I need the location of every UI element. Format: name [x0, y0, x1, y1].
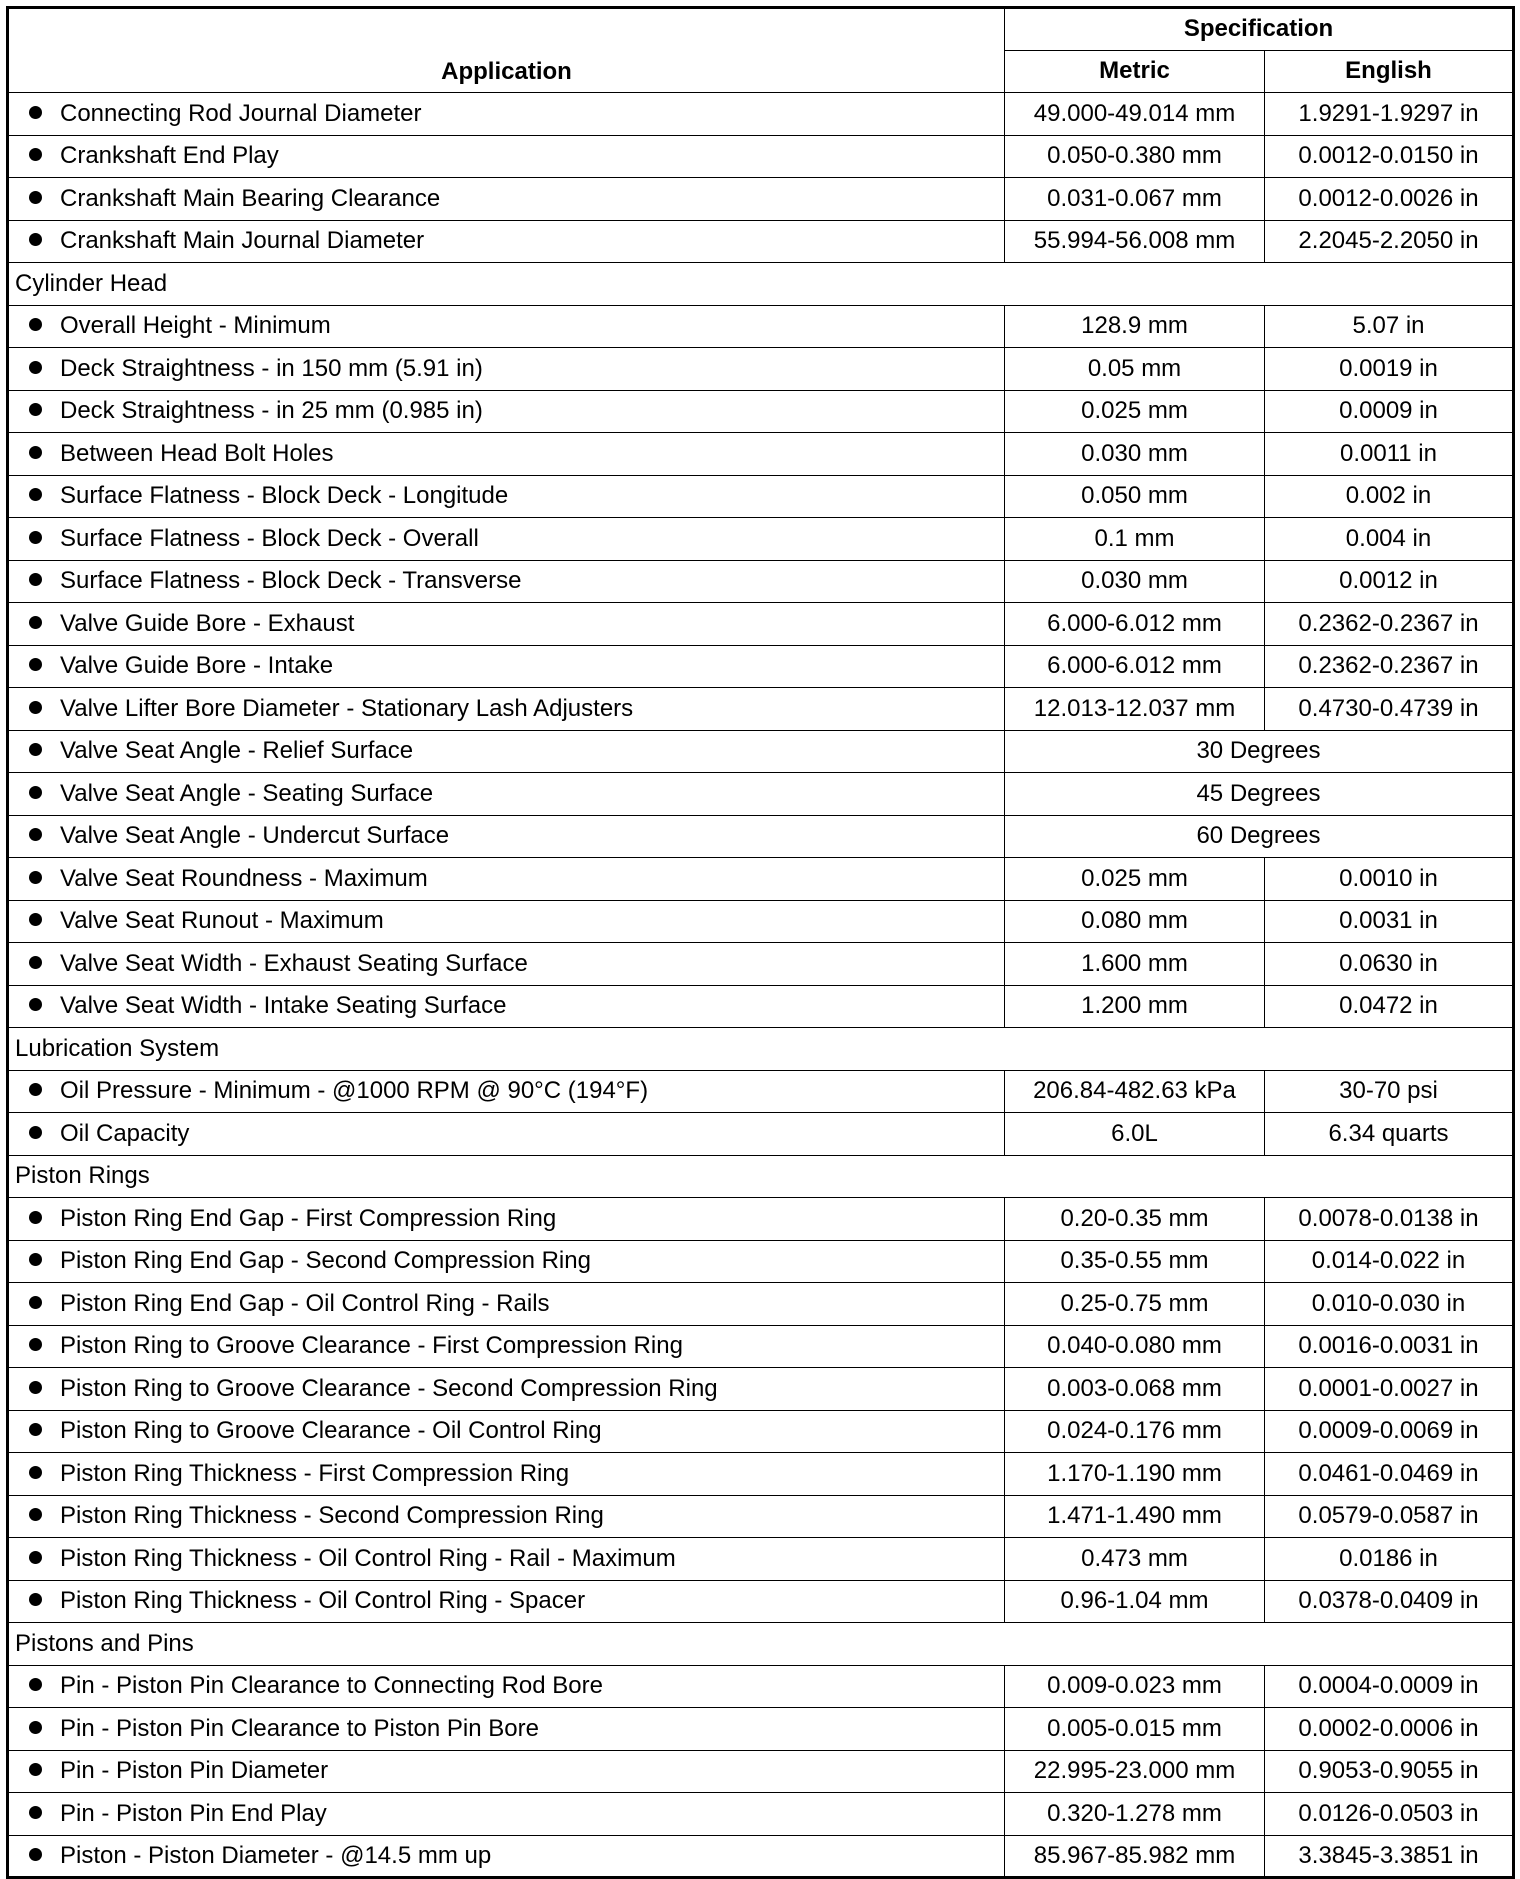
bullet-icon	[29, 786, 42, 799]
metric-value-cell: 0.025 mm	[1005, 858, 1265, 901]
bullet-icon	[29, 956, 42, 969]
bullet-icon	[29, 1551, 42, 1564]
section-row	[8, 1155, 1514, 1198]
metric-value-cell: 0.080 mm	[1005, 900, 1265, 943]
application-cell	[8, 433, 1005, 476]
application-label: Pin - Piston Pin End Play	[60, 1799, 327, 1827]
bullet-icon	[29, 1721, 42, 1734]
section-heading: Lubrication System	[8, 1028, 1514, 1071]
bullet-icon	[29, 828, 42, 841]
metric-value-cell: 0.024-0.176 mm	[1005, 1410, 1265, 1453]
metric-value-cell: 0.003-0.068 mm	[1005, 1368, 1265, 1411]
metric-value-cell: 206.84-482.63 kPa	[1005, 1070, 1265, 1113]
bullet-icon	[29, 871, 42, 884]
bullet-icon	[29, 361, 42, 374]
application-label: Pin - Piston Pin Clearance to Piston Pin Bore	[60, 1714, 539, 1742]
application-label: Piston Ring End Gap - First Compression Ring	[60, 1204, 557, 1232]
application-label: Surface Flatness - Block Deck - Overall	[60, 524, 479, 552]
application-cell	[8, 943, 1005, 986]
english-value-cell: 3.3845-3.3851 in	[1265, 1835, 1514, 1878]
english-value-cell: 0.2362-0.2367 in	[1265, 603, 1514, 646]
table-row	[8, 560, 1514, 603]
metric-value-cell: 55.994-56.008 mm	[1005, 220, 1265, 263]
application-label: Between Head Bolt Holes	[60, 439, 334, 467]
bullet-icon	[29, 488, 42, 501]
application-label: Piston Ring Thickness - Oil Control Ring - Rail - Maximum	[60, 1544, 676, 1572]
application-label: Piston Ring Thickness - First Compression Ring	[60, 1459, 570, 1487]
table-row	[8, 1240, 1514, 1283]
metric-value-cell: 0.25-0.75 mm	[1005, 1283, 1265, 1326]
metric-value-cell: 0.05 mm	[1005, 348, 1265, 391]
metric-value-cell: 1.200 mm	[1005, 985, 1265, 1028]
section-row	[8, 263, 1514, 306]
table-row	[8, 1368, 1514, 1411]
table-row	[8, 1070, 1514, 1113]
bullet-icon	[29, 1466, 42, 1479]
english-value-cell: 1.9291-1.9297 in	[1265, 93, 1514, 136]
application-cell	[8, 135, 1005, 178]
table-row	[8, 220, 1514, 263]
english-value-cell: 0.010-0.030 in	[1265, 1283, 1514, 1326]
application-label: Piston Ring to Groove Clearance - Second Compression Ring	[60, 1374, 718, 1402]
application-cell	[8, 900, 1005, 943]
table-row	[8, 390, 1514, 433]
metric-value-cell: 22.995-23.000 mm	[1005, 1750, 1265, 1793]
table-row	[8, 1113, 1514, 1156]
application-cell	[8, 518, 1005, 561]
application-cell	[8, 1793, 1005, 1836]
application-cell	[8, 1538, 1005, 1581]
application-cell	[8, 1708, 1005, 1751]
application-cell	[8, 475, 1005, 518]
application-label: Piston Ring to Groove Clearance - First Compression Ring	[60, 1332, 683, 1360]
application-label: Surface Flatness - Block Deck - Longitude	[60, 482, 509, 510]
metric-value-cell: 12.013-12.037 mm	[1005, 688, 1265, 731]
combined-value-cell: 45 Degrees	[1005, 773, 1514, 816]
english-value-cell: 0.0461-0.0469 in	[1265, 1453, 1514, 1496]
table-row	[8, 1453, 1514, 1496]
application-cell	[8, 1070, 1005, 1113]
application-label: Deck Straightness - in 150 mm (5.91 in)	[60, 354, 483, 382]
english-value-cell: 0.0012-0.0150 in	[1265, 135, 1514, 178]
application-label: Crankshaft End Play	[60, 142, 279, 170]
table-row	[8, 1580, 1514, 1623]
application-cell	[8, 645, 1005, 688]
application-cell	[8, 1283, 1005, 1326]
section-row	[8, 1623, 1514, 1666]
table-row	[8, 1750, 1514, 1793]
english-value-cell: 0.0579-0.0587 in	[1265, 1495, 1514, 1538]
metric-value-cell: 6.000-6.012 mm	[1005, 603, 1265, 646]
application-label: Piston Ring Thickness - Second Compression Ring	[60, 1502, 604, 1530]
combined-value-cell: 30 Degrees	[1005, 730, 1514, 773]
header-row-top	[8, 8, 1514, 51]
bullet-icon	[29, 658, 42, 671]
application-cell	[8, 1750, 1005, 1793]
bullet-icon	[29, 1083, 42, 1096]
table-row	[8, 645, 1514, 688]
english-value-cell: 0.0012-0.0026 in	[1265, 178, 1514, 221]
bullet-icon	[29, 913, 42, 926]
combined-value-cell: 60 Degrees	[1005, 815, 1514, 858]
metric-value-cell: 1.471-1.490 mm	[1005, 1495, 1265, 1538]
metric-value-cell: 0.025 mm	[1005, 390, 1265, 433]
bullet-icon	[29, 233, 42, 246]
section-heading: Cylinder Head	[8, 263, 1514, 306]
application-cell	[8, 1410, 1005, 1453]
table-row	[8, 1198, 1514, 1241]
bullet-icon	[29, 1508, 42, 1521]
english-value-cell: 0.0011 in	[1265, 433, 1514, 476]
section-heading: Piston Rings	[8, 1155, 1514, 1198]
table-row	[8, 603, 1514, 646]
english-value-cell: 0.004 in	[1265, 518, 1514, 561]
application-label: Valve Seat Angle - Relief Surface	[60, 737, 414, 765]
english-value-cell: 0.9053-0.9055 in	[1265, 1750, 1514, 1793]
bullet-icon	[29, 1126, 42, 1139]
bullet-icon	[29, 743, 42, 756]
table-row	[8, 1835, 1514, 1878]
application-cell	[8, 603, 1005, 646]
application-cell	[8, 688, 1005, 731]
metric-value-cell: 0.96-1.04 mm	[1005, 1580, 1265, 1623]
english-value-cell: 0.0126-0.0503 in	[1265, 1793, 1514, 1836]
english-value-cell: 0.0012 in	[1265, 560, 1514, 603]
english-value-cell: 2.2045-2.2050 in	[1265, 220, 1514, 263]
metric-value-cell: 0.473 mm	[1005, 1538, 1265, 1581]
application-cell	[8, 730, 1005, 773]
metric-value-cell: 0.009-0.023 mm	[1005, 1665, 1265, 1708]
application-cell	[8, 220, 1005, 263]
english-value-cell: 0.2362-0.2367 in	[1265, 645, 1514, 688]
application-label: Oil Pressure - Minimum - @1000 RPM @ 90°C (194°F)	[60, 1077, 649, 1105]
metric-value-cell: 0.35-0.55 mm	[1005, 1240, 1265, 1283]
english-value-cell: 0.0010 in	[1265, 858, 1514, 901]
bullet-icon	[29, 1381, 42, 1394]
table-body	[8, 93, 1514, 1878]
english-value-cell: 0.0078-0.0138 in	[1265, 1198, 1514, 1241]
application-cell	[8, 93, 1005, 136]
application-label: Valve Seat Roundness - Maximum	[60, 864, 428, 892]
bullet-icon	[29, 531, 42, 544]
application-cell	[8, 858, 1005, 901]
english-value-cell: 0.0009 in	[1265, 390, 1514, 433]
application-label: Valve Lifter Bore Diameter - Stationary Lash Adjusters	[60, 694, 634, 722]
application-label: Valve Seat Width - Intake Seating Surface	[60, 992, 507, 1020]
table-row	[8, 900, 1514, 943]
bullet-icon	[29, 446, 42, 459]
bullet-icon	[29, 106, 42, 119]
metric-value-cell: 0.320-1.278 mm	[1005, 1793, 1265, 1836]
application-label: Valve Seat Angle - Undercut Surface	[60, 822, 450, 850]
metric-value-cell: 1.170-1.190 mm	[1005, 1453, 1265, 1496]
application-label: Surface Flatness - Block Deck - Transverse	[60, 567, 522, 595]
english-value-cell: 5.07 in	[1265, 305, 1514, 348]
bullet-icon	[29, 403, 42, 416]
english-value-cell: 0.0001-0.0027 in	[1265, 1368, 1514, 1411]
metric-value-cell: 0.005-0.015 mm	[1005, 1708, 1265, 1751]
table-row	[8, 1793, 1514, 1836]
application-label: Oil Capacity	[60, 1119, 190, 1147]
application-cell	[8, 815, 1005, 858]
bullet-icon	[29, 1423, 42, 1436]
bullet-icon	[29, 998, 42, 1011]
application-cell	[8, 390, 1005, 433]
specification-table	[6, 6, 1515, 1879]
english-value-cell: 0.4730-0.4739 in	[1265, 688, 1514, 731]
application-column-header: Application	[8, 8, 1005, 93]
application-label: Valve Seat Width - Exhaust Seating Surface	[60, 949, 528, 977]
application-label: Pin - Piston Pin Diameter	[60, 1757, 329, 1785]
english-value-cell: 0.0016-0.0031 in	[1265, 1325, 1514, 1368]
application-label: Piston Ring Thickness - Oil Control Ring - Spacer	[60, 1587, 586, 1615]
bullet-icon	[29, 616, 42, 629]
bullet-icon	[29, 1253, 42, 1266]
metric-value-cell: 0.030 mm	[1005, 433, 1265, 476]
specification-column-header: Specification	[1005, 8, 1514, 51]
application-cell	[8, 1198, 1005, 1241]
section-row	[8, 1028, 1514, 1071]
english-value-cell: 0.0472 in	[1265, 985, 1514, 1028]
table-row	[8, 135, 1514, 178]
application-cell	[8, 1453, 1005, 1496]
metric-value-cell: 0.20-0.35 mm	[1005, 1198, 1265, 1241]
bullet-icon	[29, 148, 42, 161]
table-row	[8, 518, 1514, 561]
table-row	[8, 858, 1514, 901]
table-row	[8, 1283, 1514, 1326]
table-row	[8, 688, 1514, 731]
metric-value-cell: 0.040-0.080 mm	[1005, 1325, 1265, 1368]
application-cell	[8, 348, 1005, 391]
table-row	[8, 1538, 1514, 1581]
bullet-icon	[29, 701, 42, 714]
metric-value-cell: 0.030 mm	[1005, 560, 1265, 603]
english-column-header: English	[1265, 50, 1514, 93]
metric-column-header: Metric	[1005, 50, 1265, 93]
bullet-icon	[29, 1678, 42, 1691]
table-row	[8, 1708, 1514, 1751]
application-label: Piston Ring End Gap - Oil Control Ring - Rails	[60, 1289, 550, 1317]
table-row	[8, 943, 1514, 986]
english-value-cell: 30-70 psi	[1265, 1070, 1514, 1113]
metric-value-cell: 0.1 mm	[1005, 518, 1265, 561]
metric-value-cell: 6.0L	[1005, 1113, 1265, 1156]
application-cell	[8, 985, 1005, 1028]
application-cell	[8, 560, 1005, 603]
english-value-cell: 0.0002-0.0006 in	[1265, 1708, 1514, 1751]
table-row	[8, 433, 1514, 476]
english-value-cell: 0.0630 in	[1265, 943, 1514, 986]
metric-value-cell: 1.600 mm	[1005, 943, 1265, 986]
english-value-cell: 0.0009-0.0069 in	[1265, 1410, 1514, 1453]
table-row	[8, 1410, 1514, 1453]
english-value-cell: 0.0031 in	[1265, 900, 1514, 943]
application-label: Connecting Rod Journal Diameter	[60, 99, 422, 127]
english-value-cell: 0.0186 in	[1265, 1538, 1514, 1581]
table-row	[8, 1325, 1514, 1368]
metric-value-cell: 0.031-0.067 mm	[1005, 178, 1265, 221]
application-cell	[8, 1113, 1005, 1156]
english-value-cell: 6.34 quarts	[1265, 1113, 1514, 1156]
bullet-icon	[29, 1296, 42, 1309]
bullet-icon	[29, 191, 42, 204]
application-cell	[8, 1495, 1005, 1538]
application-label: Valve Seat Angle - Seating Surface	[60, 779, 434, 807]
application-cell	[8, 773, 1005, 816]
application-label: Valve Guide Bore - Intake	[60, 652, 334, 680]
table-row	[8, 1495, 1514, 1538]
table-header	[8, 8, 1514, 93]
english-value-cell: 0.0378-0.0409 in	[1265, 1580, 1514, 1623]
application-cell	[8, 1325, 1005, 1368]
bullet-icon	[29, 1211, 42, 1224]
application-cell	[8, 305, 1005, 348]
application-label: Piston Ring End Gap - Second Compression Ring	[60, 1247, 591, 1275]
application-cell	[8, 1240, 1005, 1283]
section-heading: Pistons and Pins	[8, 1623, 1514, 1666]
bullet-icon	[29, 1848, 42, 1861]
table-row	[8, 305, 1514, 348]
table-row	[8, 985, 1514, 1028]
metric-value-cell: 6.000-6.012 mm	[1005, 645, 1265, 688]
table-row	[8, 475, 1514, 518]
application-label: Crankshaft Main Journal Diameter	[60, 227, 425, 255]
metric-value-cell: 128.9 mm	[1005, 305, 1265, 348]
table-row	[8, 178, 1514, 221]
application-cell	[8, 1665, 1005, 1708]
metric-value-cell: 85.967-85.982 mm	[1005, 1835, 1265, 1878]
bullet-icon	[29, 1806, 42, 1819]
bullet-icon	[29, 573, 42, 586]
bullet-icon	[29, 1593, 42, 1606]
application-label: Piston - Piston Diameter - @14.5 mm up	[60, 1841, 492, 1869]
application-label: Deck Straightness - in 25 mm (0.985 in)	[60, 397, 483, 425]
application-cell	[8, 1835, 1005, 1878]
table-row	[8, 773, 1514, 816]
application-cell	[8, 178, 1005, 221]
table-row	[8, 348, 1514, 391]
table-row	[8, 93, 1514, 136]
bullet-icon	[29, 1763, 42, 1776]
english-value-cell: 0.014-0.022 in	[1265, 1240, 1514, 1283]
application-label: Pin - Piston Pin Clearance to Connecting Rod Bore	[60, 1672, 603, 1700]
metric-value-cell: 0.050 mm	[1005, 475, 1265, 518]
english-value-cell: 0.0019 in	[1265, 348, 1514, 391]
metric-value-cell: 0.050-0.380 mm	[1005, 135, 1265, 178]
application-label: Valve Guide Bore - Exhaust	[60, 609, 355, 637]
english-value-cell: 0.002 in	[1265, 475, 1514, 518]
application-label: Piston Ring to Groove Clearance - Oil Control Ring	[60, 1417, 602, 1445]
bullet-icon	[29, 318, 42, 331]
bullet-icon	[29, 1338, 42, 1351]
table-row	[8, 730, 1514, 773]
application-cell	[8, 1580, 1005, 1623]
table-row	[8, 815, 1514, 858]
application-label: Valve Seat Runout - Maximum	[60, 907, 384, 935]
application-cell	[8, 1368, 1005, 1411]
application-label: Overall Height - Minimum	[60, 312, 331, 340]
application-label: Crankshaft Main Bearing Clearance	[60, 184, 441, 212]
english-value-cell: 0.0004-0.0009 in	[1265, 1665, 1514, 1708]
metric-value-cell: 49.000-49.014 mm	[1005, 93, 1265, 136]
table-row	[8, 1665, 1514, 1708]
